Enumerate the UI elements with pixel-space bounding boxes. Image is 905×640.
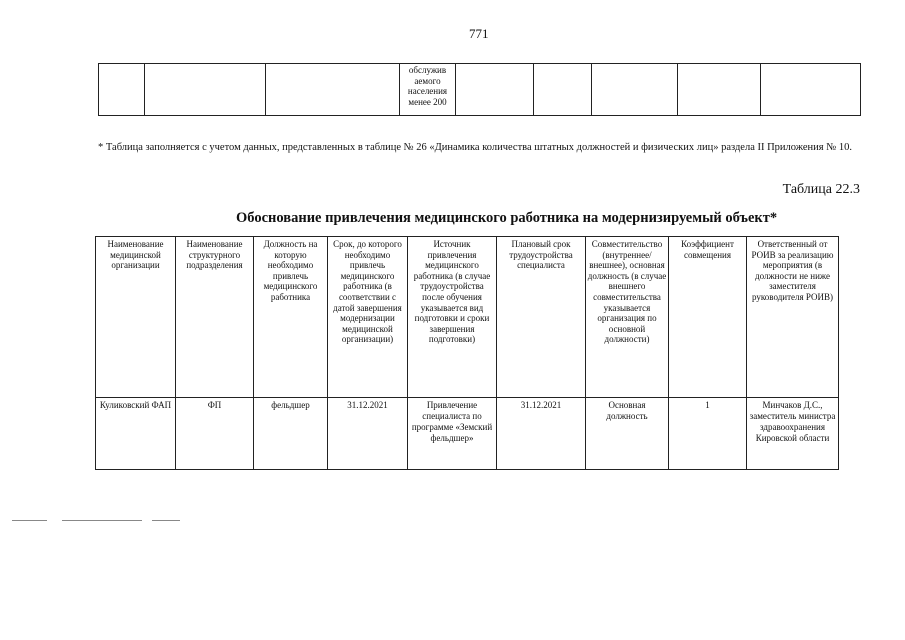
table-cell bbox=[592, 64, 678, 116]
footnote: * Таблица заполняется с учетом данных, представленных в таблице № 26 «Динамика количества штатных должностей и физических лиц» раздела II Приложения № 10. bbox=[98, 142, 853, 153]
served-population-text: обслужив аемого населения менее 200 bbox=[407, 65, 448, 107]
header-cell: Совместительство (внутреннее/внешнее), основная должность (в случае внешнего совместительства указывается организация по основной должности) bbox=[586, 237, 669, 398]
table-cell bbox=[400, 64, 456, 116]
table-cell: 31.12.2021 bbox=[328, 398, 408, 470]
header-cell: Наименование медицинской организации bbox=[96, 237, 176, 398]
continuation-table bbox=[98, 63, 861, 116]
header-cell: Ответственный от РОИВ за реализацию мероприятия (в должности не ниже заместителя руководителя РОИВ) bbox=[747, 237, 839, 398]
header-row bbox=[96, 237, 839, 398]
table-cell bbox=[99, 64, 145, 116]
table-row bbox=[96, 398, 839, 470]
table-cell: 31.12.2021 bbox=[497, 398, 586, 470]
scan-artifact bbox=[152, 520, 180, 521]
table-cell bbox=[678, 64, 761, 116]
table-cell bbox=[761, 64, 861, 116]
table-label: Таблица 22.3 bbox=[782, 182, 860, 197]
table-cell bbox=[534, 64, 592, 116]
table-cell bbox=[456, 64, 534, 116]
header-cell: Наименование структурного подразделения bbox=[176, 237, 254, 398]
table-cell: 1 bbox=[669, 398, 747, 470]
table-cell: Привлечение специалиста по программе «Земский фельдшер» bbox=[408, 398, 497, 470]
table-cell: ФП bbox=[176, 398, 254, 470]
table-cell bbox=[145, 64, 266, 116]
table-cell: Минчаков Д.С., заместитель министра здравоохранения Кировской области bbox=[747, 398, 839, 470]
scan-artifact bbox=[62, 520, 142, 521]
table-cell: фельдшер bbox=[254, 398, 328, 470]
table-title: Обоснование привлечения медицинского работника на модернизируемый объект* bbox=[236, 210, 778, 226]
table-cell: Основная должность bbox=[586, 398, 669, 470]
header-cell: Коэффициент совмещения bbox=[669, 237, 747, 398]
table-cell bbox=[266, 64, 400, 116]
header-cell: Должность на которую необходимо привлечь медицинского работника bbox=[254, 237, 328, 398]
table-row bbox=[99, 64, 861, 116]
header-cell: Срок, до которого необходимо привлечь медицинского работника (в соответствии с датой завершения модернизации медицинской организации) bbox=[328, 237, 408, 398]
page-number: 771 bbox=[469, 26, 489, 41]
staffing-table bbox=[95, 236, 839, 470]
header-cell: Источник привлечения медицинского работника (в случае трудоустройства после обучения указывается вид подготовки и сроки завершения подготовки) bbox=[408, 237, 497, 398]
scan-artifact bbox=[12, 520, 47, 521]
table-cell: Куликовский ФАП bbox=[96, 398, 176, 470]
header-cell: Плановый срок трудоустройства специалиста bbox=[497, 237, 586, 398]
